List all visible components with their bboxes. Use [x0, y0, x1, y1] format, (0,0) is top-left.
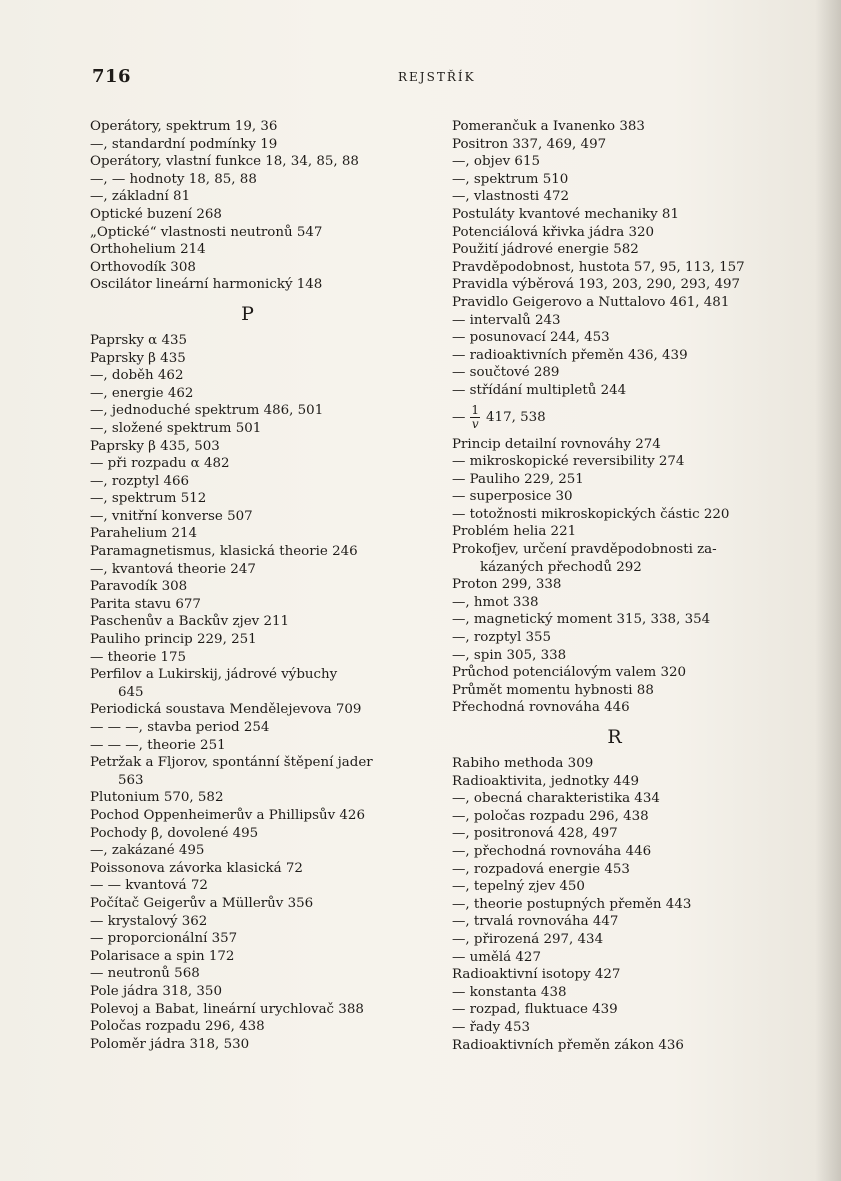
index-entry: — — —, theorie 251 [90, 737, 226, 753]
index-entry: —, rozpadová energie 453 [452, 861, 630, 877]
index-entry: Přechodná rovnováha 446 [452, 700, 630, 716]
index-entry: Paprsky α 435 [90, 332, 188, 348]
index-entry: —, přirozená 297, 434 [452, 931, 604, 947]
index-entry: — rozpad, fluktuace 439 [452, 1002, 618, 1018]
index-entry: Operátory, spektrum 19, 36 [90, 119, 278, 134]
index-entry: Polarisace a spin 172 [90, 948, 235, 964]
index-entry: — — kvantová 72 [90, 878, 208, 894]
index-entry: — proporcionální 357 [90, 931, 238, 947]
index-entry: —, jednoduché spektrum 486, 501 [90, 403, 324, 419]
index-column-left [90, 118, 425, 1053]
index-entry: — theorie 175 [90, 649, 187, 665]
index-entry: Poissonova závorka klasická 72 [90, 860, 303, 876]
index-entry: — střídání multipletů 244 [452, 382, 627, 398]
index-entry: Problém helia 221 [452, 524, 577, 540]
index-entry: Periodická soustava Mendělejevova 709 [90, 702, 362, 718]
index-entry: — posunovací 244, 453 [452, 330, 610, 346]
index-entry: Parita stavu 677 [90, 596, 201, 612]
index-entry: Poločas rozpadu 296, 438 [90, 1019, 265, 1035]
index-entry: Radioaktivních přeměn zákon 436 [452, 1037, 684, 1053]
index-entry: —, základní 81 [90, 189, 191, 205]
index-entry: Pochody β, dovolené 495 [90, 825, 259, 841]
index-entry: — radioaktivních přeměn 436, 439 [452, 347, 688, 363]
index-entry: —, — hodnoty 18, 85, 88 [90, 171, 257, 187]
fraction [470, 404, 480, 431]
index-entry: Pravidlo Geigerovo a Nuttalovo 461, 481 [452, 294, 730, 310]
index-entry: — krystalový 362 [90, 913, 208, 929]
index-entry: —, přechodná rovnováha 446 [452, 843, 652, 859]
index-entry: Paprsky β 435, 503 [90, 438, 220, 454]
index-entry: Pochod Oppenheimerův a Phillipsův 426 [90, 807, 365, 823]
index-entry: Průchod potenciálovým valem 320 [452, 665, 687, 681]
index-entry: —, positronová 428, 497 [452, 826, 618, 842]
fraction-denominator: v [471, 417, 479, 431]
entry-pages: 417, 538 [486, 409, 546, 425]
index-entry: „Optické“ vlastnosti neutronů 547 [90, 224, 323, 240]
index-entry: Plutonium 570, 582 [90, 790, 224, 806]
index-entry: —, trvalá rovnováha 447 [452, 914, 619, 930]
index-entry: Paramagnetismus, klasická theorie 246 [90, 544, 358, 560]
index-entry: Parahelium 214 [90, 526, 198, 542]
index-entry: Pole jádra 318, 350 [90, 983, 222, 999]
index-entry: —, objev 615 [452, 154, 540, 170]
index-entry: —, spektrum 512 [90, 491, 207, 507]
index-entry: —, tepelný zjev 450 [452, 879, 585, 895]
index-entry: Positron 337, 469, 497 [452, 136, 607, 152]
page-edge-shadow [815, 0, 841, 1181]
index-entry: Průmět momentu hybnosti 88 [452, 682, 654, 698]
index-entry: —, vnitřní konverse 507 [90, 508, 253, 524]
index-entry: Paschenův a Backův zjev 211 [90, 614, 290, 630]
index-entry: Operátory, vlastní funkce 18, 34, 85, 88 [90, 154, 359, 170]
index-entry: — řady 453 [452, 1019, 530, 1035]
index-entry: Pauliho princip 229, 251 [90, 632, 257, 648]
index-entry: Optické buzení 268 [90, 206, 222, 222]
index-entry: Použití jádrové energie 582 [452, 242, 639, 258]
index-entry: — — —, stavba period 254 [90, 720, 270, 735]
index-entry: — mikroskopické reversibility 274 [452, 454, 685, 470]
index-entry: Orthohelium 214 [90, 242, 206, 258]
index-entry: Radioaktivita, jednotky 449 [452, 773, 639, 789]
running-head-title: REJSTŘÍK [398, 70, 476, 84]
index-entry-fraction [452, 400, 797, 436]
index-entry: Poloměr jádra 318, 530 [90, 1036, 250, 1052]
index-entry: Oscilátor lineární harmonický 148 [90, 277, 323, 293]
index-entry: Orthovodík 308 [90, 259, 196, 275]
index-entry: —, složené spektrum 501 [90, 420, 262, 436]
index-entry: Prokofjev, určení pravděpodobnosti za- [452, 542, 717, 558]
index-entry: — totožnosti mikroskopických částic 220 [452, 506, 730, 522]
index-entry: —, rozptyl 355 [452, 630, 552, 646]
index-entry: —, doběh 462 [90, 368, 184, 384]
index-entry: —, magnetický moment 315, 338, 354 [452, 612, 711, 628]
index-entry: Pravděpodobnost, hustota 57, 95, 113, 157 [452, 259, 745, 275]
index-entry: —, kvantová theorie 247 [90, 561, 256, 577]
index-entry: —, rozptyl 466 [90, 473, 190, 489]
index-entry: Princip detailní rovnováhy 274 [452, 436, 661, 452]
index-entry: — Pauliho 229, 251 [452, 471, 584, 487]
index-entry: Potenciálová křivka jádra 320 [452, 224, 654, 240]
index-entry: Pravidla výběrová 193, 203, 290, 293, 497 [452, 277, 741, 293]
index-entry: —, poločas rozpadu 296, 438 [452, 808, 649, 824]
index-entry-continuation: kázaných přechodů 292 [480, 559, 642, 575]
entry-dash: — [452, 409, 466, 425]
index-entry: Perfilov a Lukirskij, jádrové výbuchy [90, 667, 338, 683]
index-entry: —, theorie postupných přeměn 443 [452, 896, 692, 912]
index-entry: —, zakázané 495 [90, 843, 205, 859]
index-entry: — konstanta 438 [452, 984, 567, 1000]
index-entry: — při rozpadu α 482 [90, 456, 230, 472]
index-entry: Polevoj a Babat, lineární urychlovač 388 [90, 1001, 364, 1017]
index-entry-continuation: 645 [118, 684, 144, 700]
index-column-right [452, 118, 797, 1054]
index-entry: — součtové 289 [452, 365, 560, 381]
index-entry: Radioaktivní isotopy 427 [452, 967, 621, 983]
section-letter: R [607, 726, 622, 748]
index-entry: Počítač Geigerův a Müllerův 356 [90, 895, 314, 911]
index-entry: —, vlastnosti 472 [452, 189, 570, 205]
index-entry: —, spin 305, 338 [452, 647, 567, 663]
index-entry: Paprsky β 435 [90, 350, 186, 366]
index-entry: —, hmot 338 [452, 594, 539, 610]
index-entry: — superposice 30 [452, 489, 573, 505]
index-entry: — umělá 427 [452, 949, 541, 965]
index-entry: Paravodík 308 [90, 579, 188, 595]
page-number: 716 [92, 66, 132, 87]
index-entry: Pomerančuk a Ivanenko 383 [452, 119, 645, 134]
index-entry: —, energie 462 [90, 385, 194, 401]
index-entry: — intervalů 243 [452, 312, 561, 328]
index-entry: Petržak a Fljorov, spontánní štěpení jader [90, 755, 373, 771]
index-entry: — neutronů 568 [90, 966, 200, 982]
fraction-numerator: 1 [471, 403, 480, 417]
section-letter: P [241, 302, 254, 325]
index-entry: Rabiho methoda 309 [452, 756, 594, 771]
index-entry-continuation: 563 [118, 772, 144, 788]
index-entry: Proton 299, 338 [452, 577, 562, 593]
index-entry: —, standardní podmínky 19 [90, 136, 278, 152]
index-entry: Postuláty kvantové mechaniky 81 [452, 206, 679, 222]
index-entry: —, obecná charakteristika 434 [452, 791, 660, 807]
index-entry: —, spektrum 510 [452, 171, 569, 187]
